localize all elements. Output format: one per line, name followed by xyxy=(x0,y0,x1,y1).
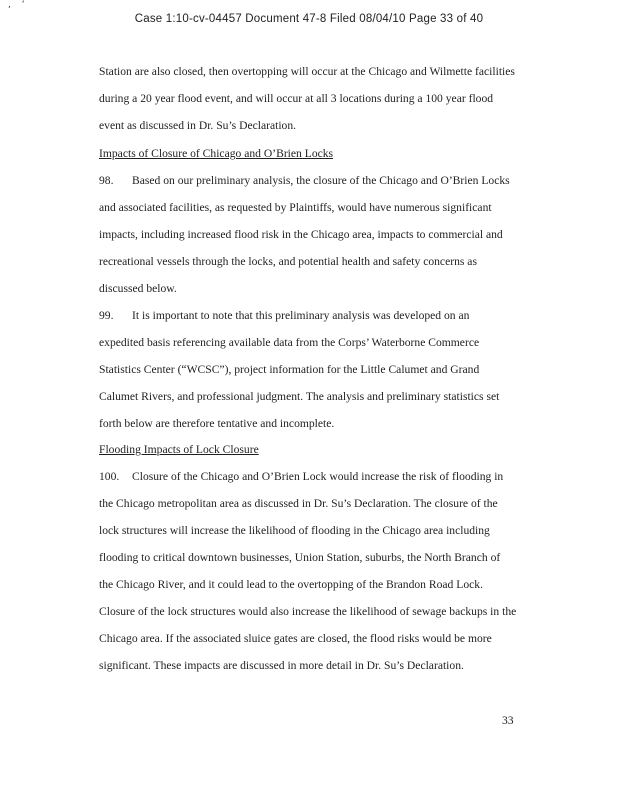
text-line: discussed below. xyxy=(99,282,177,295)
paragraph-text: It is important to note that this preliminary analysis was developed on an xyxy=(132,309,470,322)
case-header: Case 1:10-cv-04457 Document 47-8 Filed 08/04/10 Page 33 of 40 xyxy=(134,13,484,25)
scan-specks: , ʻ xyxy=(8,0,29,10)
text-line: flooding to critical downtown businesses, Union Station, suburbs, the North Branch of xyxy=(99,551,501,564)
text-line: significant. These impacts are discussed in more detail in Dr. Su’s Declaration. xyxy=(99,659,464,672)
text-line: expedited basis referencing available data from the Corps’ Waterborne Commerce xyxy=(99,336,480,349)
paragraph-99-line xyxy=(99,308,469,324)
text-line: during a 20 year flood event, and will occur at all 3 locations during a 100 year flood xyxy=(99,92,494,105)
text-line: Calumet Rivers, and professional judgment. The analysis and preliminary statistics set xyxy=(99,390,500,403)
text-line: lock structures will increase the likelihood of flooding in the Chicago area including xyxy=(99,524,490,537)
paragraph-number: 99. xyxy=(99,309,114,322)
paragraph-text: Closure of the Chicago and O’Brien Lock would increase the risk of flooding in xyxy=(132,470,504,483)
text-line: Statistics Center (“WCSC”), project information for the Little Calumet and Grand xyxy=(99,363,480,376)
text-line: the Chicago River, and it could lead to the overtopping of the Brandon Road Lock. xyxy=(99,578,483,591)
paragraph-number: 98. xyxy=(99,174,114,187)
text-line: the Chicago metropolitan area as discussed in Dr. Su’s Declaration. The closure of the xyxy=(99,497,498,510)
section-heading: Impacts of Closure of Chicago and O’Brien Locks xyxy=(99,147,334,160)
page-number: 33 xyxy=(502,714,514,727)
text-line: and associated facilities, as requested by Plaintiffs, would have numerous significant xyxy=(99,201,492,214)
paragraph-number: 100. xyxy=(99,470,120,483)
text-line: Closure of the lock structures would also increase the likelihood of sewage backups in the xyxy=(99,605,517,618)
text-line: Station are also closed, then overtopping will occur at the Chicago and Wilmette facilities xyxy=(99,65,515,78)
text-line: impacts, including increased flood risk in the Chicago area, impacts to commercial and xyxy=(99,228,503,241)
section-heading: Flooding Impacts of Lock Closure xyxy=(99,443,259,456)
text-line: recreational vessels through the locks, and potential health and safety concerns as xyxy=(99,255,477,268)
paragraph-100-line xyxy=(99,469,503,485)
paragraph-98-line xyxy=(99,173,510,189)
text-line: forth below are therefore tentative and incomplete. xyxy=(99,417,335,430)
paragraph-text: Based on our preliminary analysis, the closure of the Chicago and O’Brien Locks xyxy=(132,174,510,187)
text-line: Chicago area. If the associated sluice gates are closed, the flood risks would be more xyxy=(99,632,492,645)
text-line: event as discussed in Dr. Su’s Declaration. xyxy=(99,119,297,132)
